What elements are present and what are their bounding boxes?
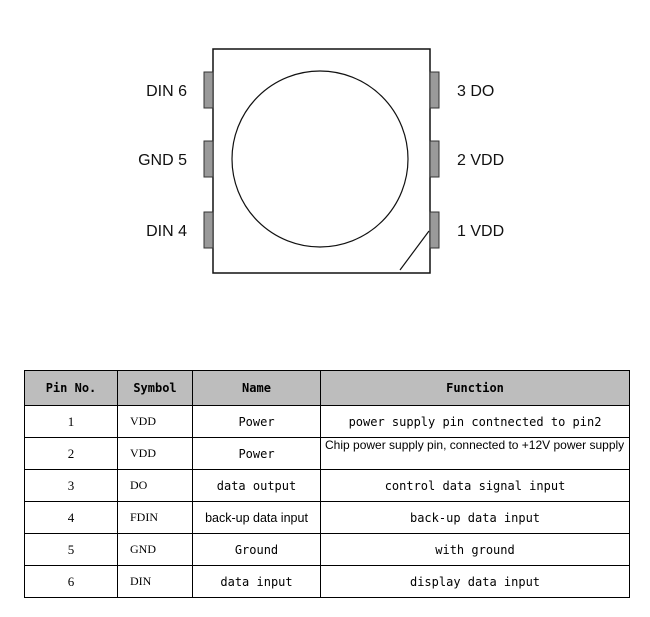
- pad-right-2: [430, 141, 439, 177]
- header-pin-no: Pin No.: [25, 371, 118, 406]
- cell-pin: 1: [25, 406, 118, 438]
- cell-name: Power: [193, 406, 321, 438]
- table-row: [25, 566, 630, 598]
- cell-name: data input: [193, 566, 321, 598]
- cell-function: control data signal input: [321, 470, 630, 502]
- cell-symbol: FDIN: [118, 502, 193, 534]
- table-header-row: [25, 371, 630, 406]
- pin-label-vdd1: 1 VDD: [457, 223, 505, 240]
- package-body: [213, 49, 430, 273]
- pin-label-din6: DIN 6: [146, 83, 187, 100]
- cell-symbol: VDD: [118, 406, 193, 438]
- cell-function: Chip power supply pin, connected to +12V power supply: [321, 438, 630, 470]
- cell-pin: 4: [25, 502, 118, 534]
- pin-label-do3: 3 DO: [457, 83, 495, 100]
- pad-left-5: [204, 141, 213, 177]
- cell-symbol: DO: [118, 470, 193, 502]
- cell-function: with ground: [321, 534, 630, 566]
- pin-function-table: [24, 370, 630, 598]
- table-row: [25, 470, 630, 502]
- cell-pin: 2: [25, 438, 118, 470]
- cell-name: Power: [193, 438, 321, 470]
- header-symbol: Symbol: [118, 371, 193, 406]
- cell-pin: 6: [25, 566, 118, 598]
- table-row: [25, 534, 630, 566]
- table-row: [25, 406, 630, 438]
- cell-function: back-up data input: [321, 502, 630, 534]
- cell-symbol: VDD: [118, 438, 193, 470]
- pad-right-1: [430, 212, 439, 248]
- cell-function: display data input: [321, 566, 630, 598]
- cell-symbol: GND: [118, 534, 193, 566]
- pad-right-3: [430, 72, 439, 108]
- header-name: Name: [193, 371, 321, 406]
- table-row: [25, 502, 630, 534]
- pin-label-gnd5: GND 5: [138, 152, 187, 169]
- pin-label-din4: DIN 4: [146, 223, 187, 240]
- table-row: [25, 438, 630, 470]
- pad-left-4: [204, 212, 213, 248]
- cell-name: data output: [193, 470, 321, 502]
- pad-left-6: [204, 72, 213, 108]
- cell-name: back-up data input: [193, 502, 321, 534]
- cell-symbol: DIN: [118, 566, 193, 598]
- cell-function: power supply pin contnected to pin2: [321, 406, 630, 438]
- cell-pin: 3: [25, 470, 118, 502]
- cell-name: Ground: [193, 534, 321, 566]
- header-function: Function: [321, 371, 630, 406]
- cell-pin: 5: [25, 534, 118, 566]
- pin-label-vdd2: 2 VDD: [457, 152, 505, 169]
